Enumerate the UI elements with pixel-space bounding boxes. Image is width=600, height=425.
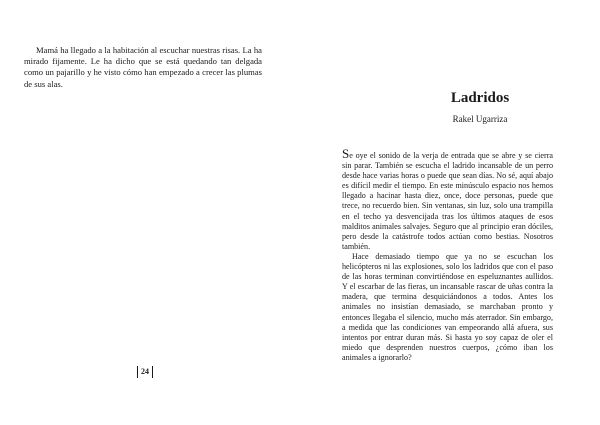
story-title: Ladridos [450,90,510,106]
story-paragraph-1 [342,146,553,252]
left-paragraph: Mamá ha llegado a la habitación al escuchar nuestras risas. La ha mirado fijamente. Le ha dicho que se está quedando tan delgada como un pajarillo y he visto cómo han empezado a crecer las plumas de sus alas. [24,45,262,89]
story-author: Rakel Ugarriza [452,114,508,124]
story-body [342,146,553,363]
paragraph-1-text: e oye el sonido de la verja de entrada que se abre y se cierra sin parar. También se escucha el ladrido incansable de un perro desde hace varias horas o puede que sean días. No sé, aquí abajo es difícil medir el tiempo. En este minúsculo espacio nos hemos llegado a hacinar hasta diez, once, doce personas, puede que trece, no recuerdo bien. Sin ventanas, sin luz, solo una trampilla en el techo ya desvencijada tras los últimos ataques de esos malditos animales salvajes. Seguro que al principio eran dóciles, pero desde la catástrofe todos actúan como bestias. Nosotros también. [342,151,553,251]
page-number: 24 [137,366,153,378]
left-page-text [24,45,262,90]
story-paragraph-2: Hace demasiado tiempo que ya no se escuchan los helicópteros ni las explosiones, solo los ladridos que con el paso de las horas terminan convirtiéndose en espeluznantes aullidos. Y el escarbar de las fieras, un incansable rascar de uñas contra la madera, que termina desquiciándonos a todos. Antes los animales no insistían demasiado, se marchaban pronto y entonces llegaba el silencio, mucho más aterrador. Sin embargo, a medida que las condiciones van empeorando allá afuera, sus intentos por entrar duran más. Si hasta yo soy capaz de oler el miedo que desprenden nuestros cuerpos, ¿cómo iban los animales a ignorarlo? [342,251,553,362]
right-page [300,0,600,425]
initial-letter: S [342,146,350,161]
